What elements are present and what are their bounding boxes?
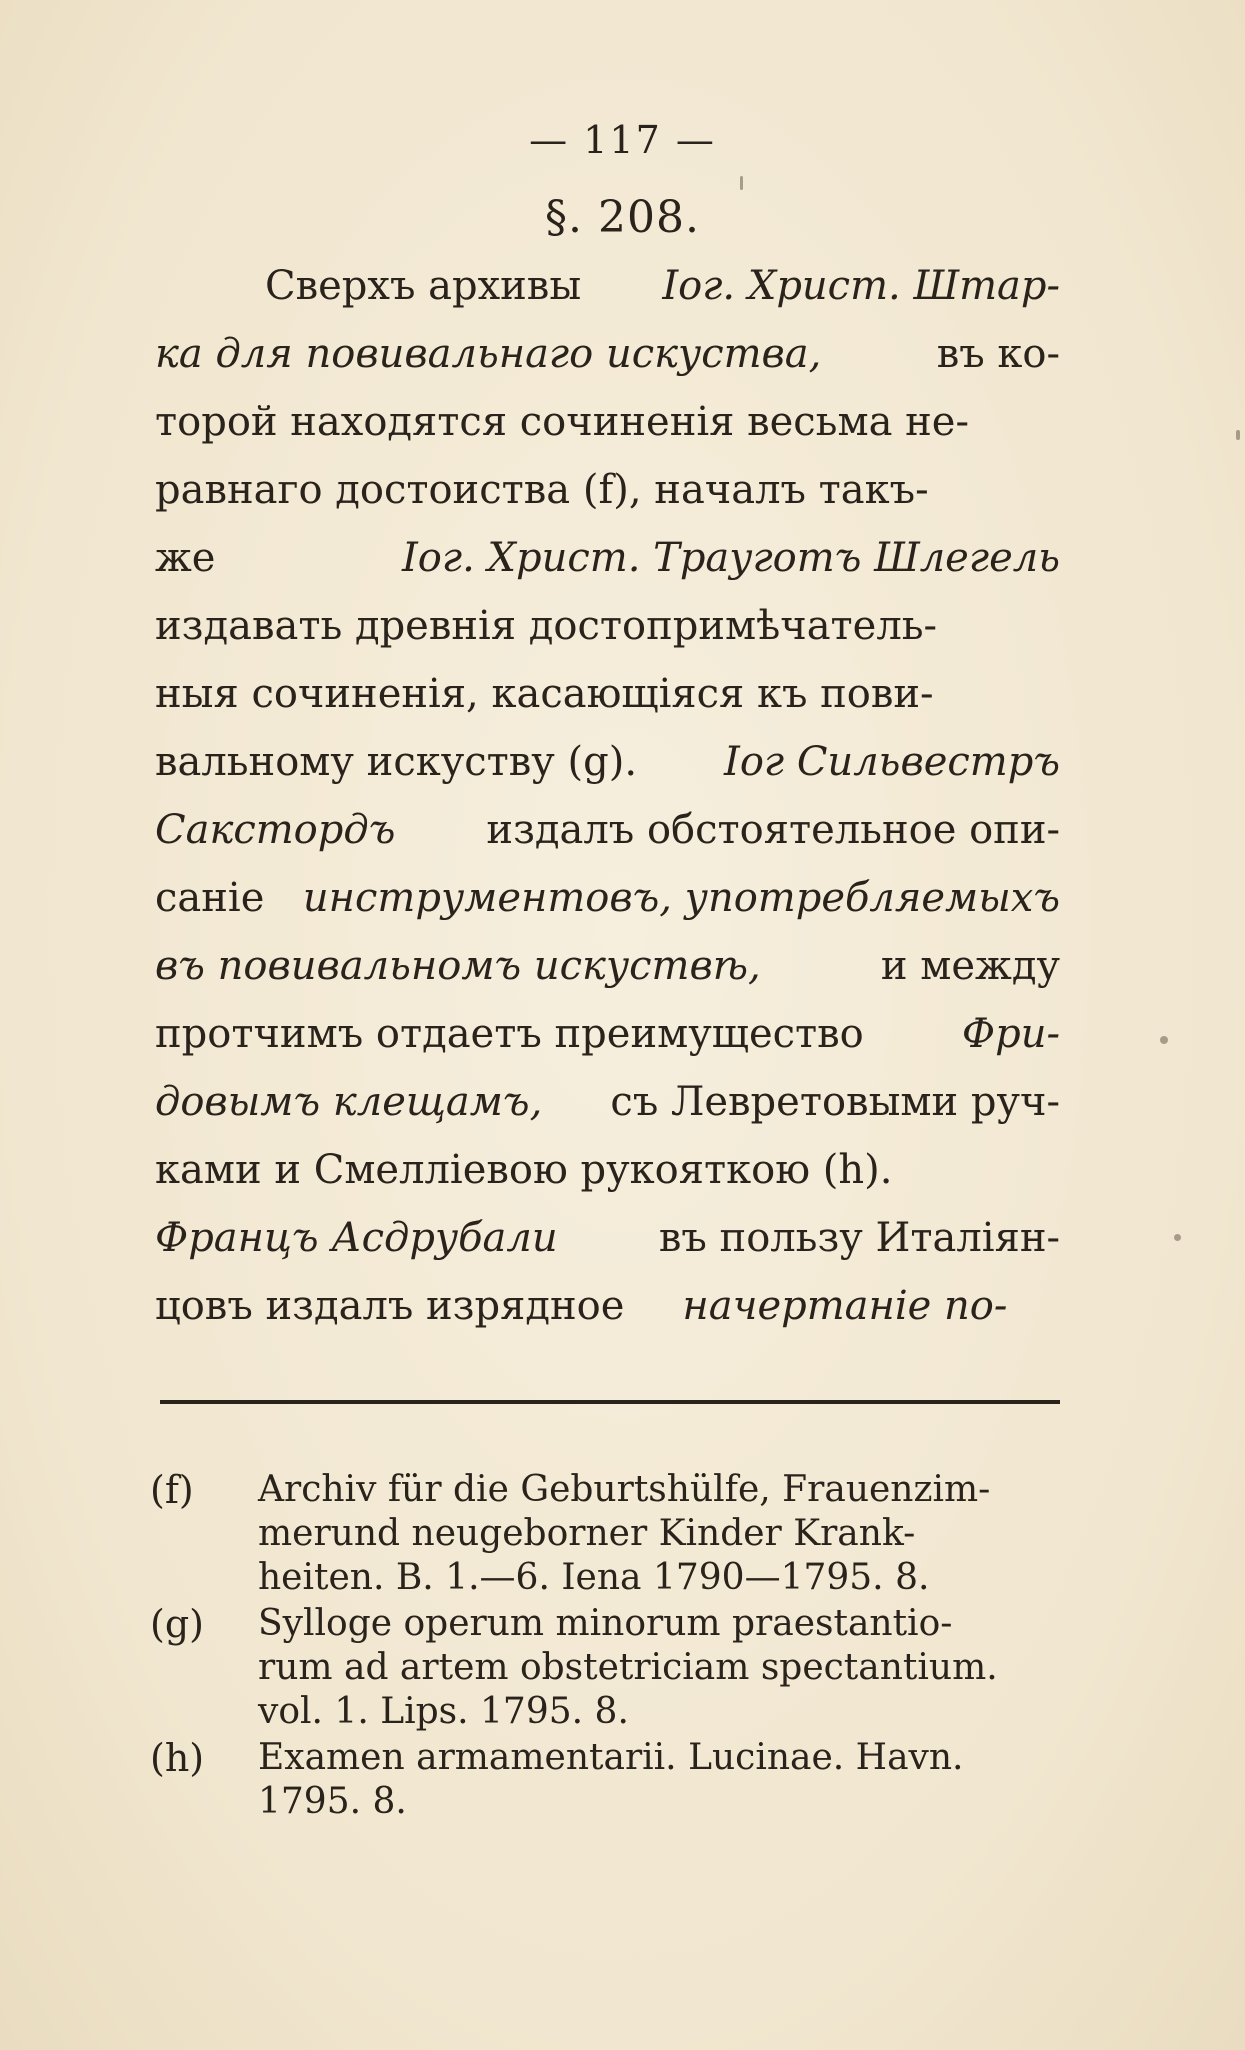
text-line — [155, 592, 1060, 660]
footnote-mark: (h) — [150, 1736, 205, 1780]
footnote-h — [150, 1736, 1065, 1824]
text-segment: протчимъ отдаетъ преимущество — [155, 1011, 864, 1057]
text-segment: ныя сочиненія, касающіяся къ пови- — [155, 671, 934, 717]
italic-segment: начертаніе по- — [682, 1283, 1008, 1329]
text-line — [155, 864, 1060, 932]
text-segment: и между — [880, 943, 1060, 989]
footnote-line: heiten. B. 1.—6. Iena 1790—1795. 8. — [258, 1557, 930, 1598]
footnote-line: Sylloge operum minorum praestantio- — [258, 1603, 953, 1644]
italic-segment: Іог Сильвестръ — [724, 739, 1060, 785]
body-paragraph — [155, 252, 1060, 1340]
text-line — [155, 1068, 1060, 1136]
text-segment: издавать древнія достопримѣчатель- — [155, 603, 938, 649]
text-segment: саніе — [155, 875, 265, 921]
text-line — [155, 456, 1060, 524]
footnote-line: Archiv für die Geburtshülfe, Frauenzim- — [258, 1469, 991, 1510]
text-line — [155, 524, 1060, 592]
text-line — [155, 252, 1060, 320]
text-line — [155, 728, 1060, 796]
italic-segment: Іог. Христ. Штар- — [662, 263, 1060, 309]
footnote-text — [258, 1468, 1065, 1600]
italic-segment: Іог. Христ. Трауготъ Шлегель — [402, 535, 1060, 581]
footnote-line: vol. 1. Lips. 1795. 8. — [258, 1691, 629, 1732]
text-segment: съ Левретовыми руч- — [610, 1079, 1060, 1125]
footnote-line: merund neugeborner Kinder Krank- — [258, 1513, 916, 1554]
text-segment: же — [155, 535, 216, 581]
italic-segment: инструментовъ, употребляемыхъ — [302, 875, 1060, 921]
text-segment: вальному искуству (g). — [155, 739, 638, 785]
footnote-f — [150, 1468, 1065, 1600]
text-line — [155, 932, 1060, 1000]
text-line — [155, 660, 1060, 728]
text-line — [155, 1136, 1060, 1204]
italic-segment: ка для повивальнаго искуства, — [155, 331, 822, 377]
footnote-mark: (f) — [150, 1468, 194, 1512]
italic-segment: Сакстордъ — [155, 807, 396, 853]
italic-segment: довымъ клещамъ, — [155, 1079, 543, 1125]
paper-speck — [740, 176, 743, 190]
footnote-line: Examen armamentarii. Lucinae. Havn. — [258, 1737, 964, 1778]
text-segment: торой находятся сочиненія весьма не- — [155, 399, 969, 445]
text-segment: ками и Смелліевою рукояткою (h). — [155, 1147, 893, 1193]
italic-segment: въ повивальномъ искуствѣ, — [155, 943, 761, 989]
footnote-g — [150, 1602, 1065, 1734]
text-segment: Сверхъ архивы — [265, 263, 582, 309]
page-number: — 117 — — [529, 118, 716, 162]
text-line — [155, 388, 1060, 456]
text-line — [155, 1204, 1060, 1272]
text-line — [155, 320, 1060, 388]
text-line — [155, 796, 1060, 864]
text-segment: въ ко- — [936, 331, 1060, 377]
paper-speck — [1236, 430, 1240, 440]
footnote-mark: (g) — [150, 1602, 204, 1646]
text-segment: издалъ обстоятельное опи- — [486, 807, 1060, 853]
text-line — [155, 1000, 1060, 1068]
text-segment: въ пользу Италіян- — [658, 1215, 1060, 1261]
paper-speck — [1160, 1036, 1168, 1044]
footnote-divider — [160, 1400, 1060, 1404]
text-segment: цовъ издалъ изрядное — [155, 1283, 625, 1329]
text-line — [155, 1272, 1060, 1340]
footnote-text — [258, 1736, 1065, 1824]
footnote-line: rum ad artem obstetriciam spectantium. — [258, 1647, 998, 1688]
section-heading: §. 208. — [545, 192, 700, 243]
text-segment: равнаго достоиства (f), началъ такъ- — [155, 467, 929, 513]
italic-segment: Фри- — [961, 1011, 1060, 1057]
italic-segment: Францъ Асдрубали — [155, 1215, 558, 1261]
paper-speck — [1174, 1234, 1181, 1241]
footnote-line: 1795. 8. — [258, 1781, 407, 1822]
footnote-text — [258, 1602, 1065, 1734]
footnotes — [150, 1468, 1065, 1826]
